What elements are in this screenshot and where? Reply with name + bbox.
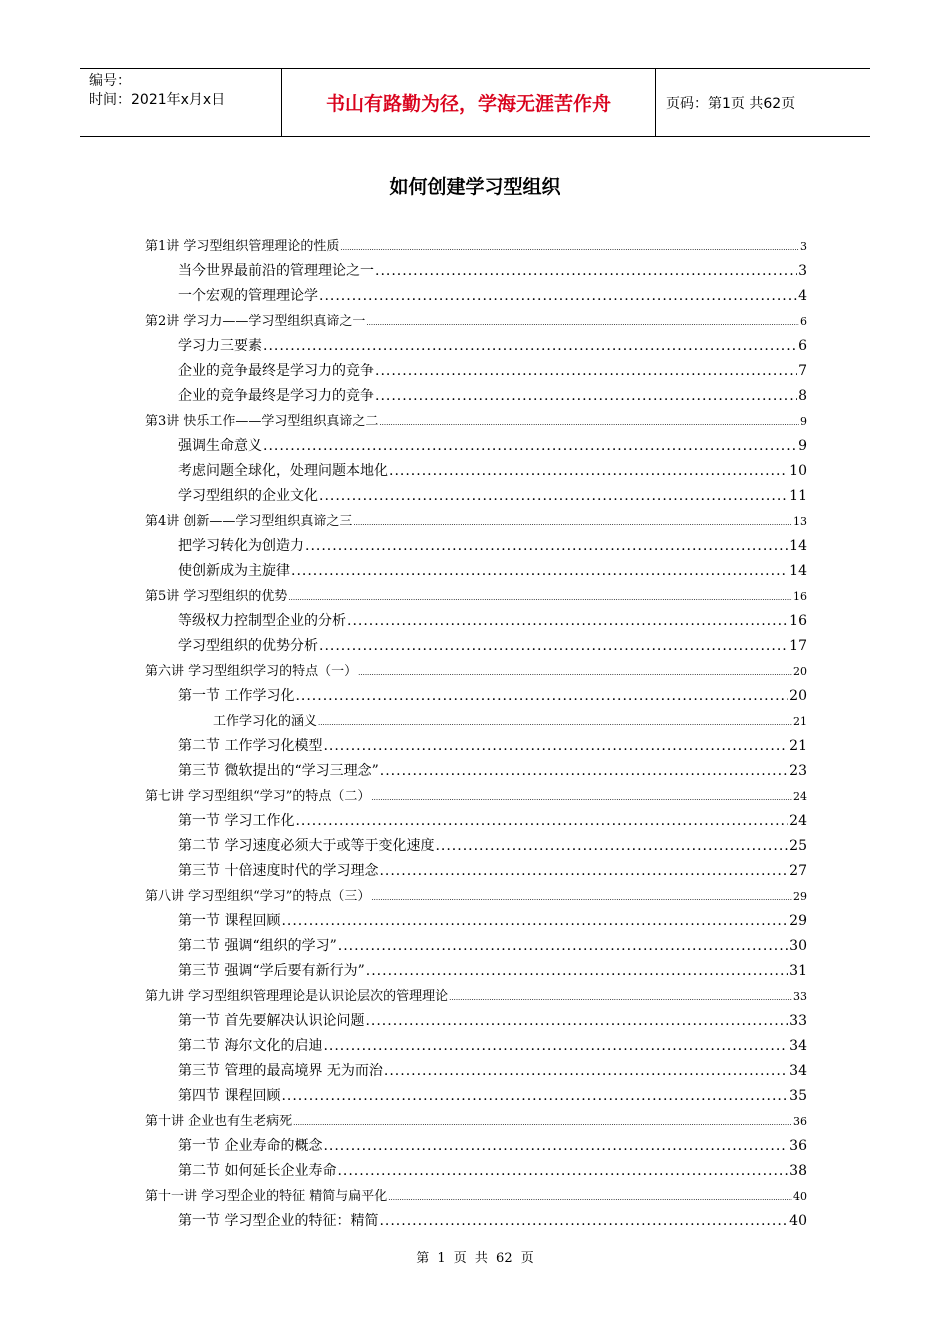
toc-dot-leader — [337, 1159, 788, 1184]
toc-entry-label: 企业的竞争最终是学习力的竞争 — [178, 363, 374, 379]
header-motto: 书山有路勤为径，学海无涯苦作舟 — [282, 69, 656, 136]
toc-entry-label: 学习型组织的优势分析 — [178, 638, 318, 654]
toc-entry-label: 第四节 课程回顾 — [178, 1088, 281, 1104]
toc-entry-page: 14 — [789, 563, 807, 579]
toc-dot-leader — [379, 859, 788, 884]
toc-entry-page: 21 — [793, 715, 807, 728]
toc-entry-page: 27 — [789, 863, 807, 879]
toc-entry-label: 一个宏观的管理理论学 — [178, 288, 318, 304]
toc-entry[interactable] — [145, 984, 807, 1009]
toc-entry[interactable] — [145, 1159, 807, 1184]
toc-dot-leader — [319, 634, 788, 659]
toc-dot-leader — [295, 809, 788, 834]
toc-dot-leader — [281, 909, 788, 934]
toc-entry-label: 第八讲 学习型组织“学习”的特点（三） — [145, 889, 371, 904]
toc-entry[interactable] — [145, 884, 807, 909]
toc-entry-label: 把学习转化为创造力 — [178, 538, 304, 554]
toc-dot-leader — [340, 236, 799, 261]
toc-entry-page: 20 — [789, 688, 807, 704]
toc-entry-label: 企业的竞争最终是学习力的竞争 — [178, 388, 374, 404]
toc-entry-page: 3 — [800, 240, 807, 253]
toc-dot-leader — [375, 384, 797, 409]
toc-dot-leader — [319, 284, 797, 309]
toc-entry[interactable] — [145, 534, 807, 559]
toc-dot-leader — [371, 886, 792, 911]
toc-entry-page: 25 — [789, 838, 807, 854]
toc-entry-page: 40 — [793, 1190, 807, 1203]
toc-entry-label: 学习力三要素 — [178, 338, 262, 354]
toc-entry[interactable] — [145, 634, 807, 659]
toc-entry[interactable] — [145, 759, 807, 784]
toc-entry[interactable] — [145, 559, 807, 584]
toc-entry-label: 第三节 强调“学后要有新行为” — [178, 963, 365, 979]
toc-entry-page: 6 — [798, 338, 807, 354]
toc-entry-label: 第一节 企业寿命的概念 — [178, 1138, 323, 1154]
toc-entry-label: 第二节 强调“组织的学习” — [178, 938, 337, 954]
toc-entry-page: 33 — [793, 990, 807, 1003]
document-date-label: 时间：2021年x月x日 — [89, 92, 226, 108]
toc-entry-page: 29 — [789, 913, 807, 929]
toc-entry-page: 11 — [789, 488, 807, 504]
toc-dot-leader — [305, 534, 788, 559]
toc-dot-leader — [388, 1186, 792, 1211]
toc-entry-page: 29 — [793, 890, 807, 903]
toc-dot-leader — [318, 711, 792, 736]
table-of-contents — [145, 234, 807, 1234]
toc-entry-page: 30 — [789, 938, 807, 954]
toc-entry-page: 4 — [798, 288, 807, 304]
toc-entry[interactable] — [145, 284, 807, 309]
toc-entry[interactable] — [145, 1209, 807, 1234]
toc-entry[interactable] — [145, 509, 807, 534]
toc-entry-page: 21 — [789, 738, 807, 754]
toc-entry[interactable] — [145, 484, 807, 509]
toc-entry-label: 第一节 首先要解决认识论问题 — [178, 1013, 365, 1029]
toc-entry-label: 第4讲 创新——学习型组织真谛之三 — [145, 514, 353, 529]
toc-entry[interactable] — [145, 1034, 807, 1059]
toc-entry-page: 10 — [789, 463, 807, 479]
toc-entry-page: 34 — [789, 1063, 807, 1079]
toc-entry[interactable] — [145, 734, 807, 759]
toc-dot-leader — [375, 359, 797, 384]
toc-entry-label: 第二节 学习速度必须大于或等于变化速度 — [178, 838, 435, 854]
toc-dot-leader — [384, 1059, 788, 1084]
toc-dot-leader — [379, 411, 799, 436]
toc-entry-label: 工作学习化的涵义 — [213, 714, 318, 729]
toc-entry[interactable] — [145, 234, 807, 259]
toc-entry-label: 第一节 学习工作化 — [178, 813, 295, 829]
toc-entry-label: 第六讲 学习型组织学习的特点（一） — [145, 664, 358, 679]
toc-entry-label: 第3讲 快乐工作——学习型组织真谛之二 — [145, 414, 379, 429]
toc-dot-leader — [353, 511, 792, 536]
toc-dot-leader — [281, 1084, 788, 1109]
toc-entry-page: 33 — [789, 1013, 807, 1029]
toc-entry[interactable] — [145, 259, 807, 284]
toc-dot-leader — [293, 1111, 792, 1136]
toc-dot-leader — [366, 959, 788, 984]
toc-entry-label: 第一节 工作学习化 — [178, 688, 295, 704]
toc-entry[interactable] — [145, 1059, 807, 1084]
toc-entry-label: 当今世界最前沿的管理理论之一 — [178, 263, 374, 279]
toc-entry[interactable] — [145, 784, 807, 809]
toc-entry-page: 17 — [789, 638, 807, 654]
toc-dot-leader — [323, 1134, 788, 1159]
toc-entry-page: 16 — [789, 613, 807, 629]
toc-entry-page: 7 — [798, 363, 807, 379]
toc-dot-leader — [338, 934, 788, 959]
toc-entry-page: 9 — [798, 438, 807, 454]
toc-dot-leader — [449, 986, 792, 1011]
toc-dot-leader — [366, 311, 799, 336]
toc-dot-leader — [380, 759, 788, 784]
toc-entry-page: 9 — [800, 415, 807, 428]
toc-entry[interactable] — [145, 709, 807, 734]
toc-dot-leader — [358, 661, 792, 686]
toc-dot-leader — [263, 334, 797, 359]
toc-entry-label: 第1讲 学习型组织管理理论的性质 — [145, 239, 340, 254]
toc-entry-page: 34 — [789, 1038, 807, 1054]
toc-dot-leader — [435, 834, 788, 859]
toc-entry-label: 第二节 如何延长企业寿命 — [178, 1163, 337, 1179]
header-page-info: 页码：第1页 共62页 — [666, 95, 796, 112]
toc-entry-page: 36 — [793, 1115, 807, 1128]
toc-dot-leader — [323, 1034, 788, 1059]
toc-entry-label: 使创新成为主旋律 — [178, 563, 290, 579]
toc-entry[interactable] — [145, 959, 807, 984]
toc-entry-page: 24 — [793, 790, 807, 803]
toc-entry[interactable] — [145, 459, 807, 484]
toc-entry-page: 16 — [793, 590, 807, 603]
document-title: 如何创建学习型组织 — [389, 176, 561, 198]
toc-entry[interactable] — [145, 1134, 807, 1159]
toc-entry-page: 40 — [789, 1213, 807, 1229]
toc-entry-label: 第九讲 学习型组织管理理论是认识论层次的管理理论 — [145, 989, 449, 1004]
page-footer: 第 1 页 共 62 页 — [416, 1251, 534, 1266]
toc-entry[interactable] — [145, 1009, 807, 1034]
toc-dot-leader — [323, 734, 788, 759]
toc-entry[interactable] — [145, 659, 807, 684]
toc-entry-page: 6 — [800, 315, 807, 328]
toc-entry[interactable] — [145, 359, 807, 384]
toc-dot-leader — [389, 459, 788, 484]
toc-dot-leader — [375, 259, 797, 284]
toc-entry[interactable] — [145, 409, 807, 434]
toc-entry-label: 第二节 工作学习化模型 — [178, 738, 323, 754]
header-meta — [80, 69, 282, 136]
toc-entry[interactable] — [145, 309, 807, 334]
toc-entry[interactable] — [145, 809, 807, 834]
toc-dot-leader — [263, 434, 797, 459]
toc-entry-label: 第三节 微软提出的“学习三理念” — [178, 763, 379, 779]
toc-dot-leader — [379, 1209, 788, 1234]
toc-entry-label: 第三节 管理的最高境界 无为而治 — [178, 1063, 383, 1079]
toc-entry-label: 第十一讲 学习型企业的特征 精简与扁平化 — [145, 1189, 388, 1204]
toc-entry[interactable] — [145, 434, 807, 459]
toc-entry[interactable] — [145, 1184, 807, 1209]
toc-entry-page: 14 — [789, 538, 807, 554]
toc-entry-label: 考虑问题全球化，处理问题本地化 — [178, 463, 388, 479]
toc-entry-label: 第七讲 学习型组织“学习”的特点（二） — [145, 789, 371, 804]
toc-entry-label: 第一节 学习型企业的特征：精简 — [178, 1213, 379, 1229]
toc-dot-leader — [371, 786, 792, 811]
toc-dot-leader — [288, 586, 792, 611]
toc-entry[interactable] — [145, 1109, 807, 1134]
toc-entry-page: 35 — [789, 1088, 807, 1104]
toc-entry[interactable] — [145, 609, 807, 634]
toc-entry-page: 36 — [789, 1138, 807, 1154]
toc-dot-leader — [295, 684, 788, 709]
toc-entry[interactable] — [145, 684, 807, 709]
toc-entry[interactable] — [145, 334, 807, 359]
toc-entry-label: 第十讲 企业也有生老病死 — [145, 1114, 293, 1129]
toc-entry-label: 第一节 课程回顾 — [178, 913, 281, 929]
page-header — [80, 68, 870, 137]
toc-entry-label: 等级权力控制型企业的分析 — [178, 613, 346, 629]
toc-entry-label: 第5讲 学习型组织的优势 — [145, 589, 288, 604]
toc-dot-leader — [347, 609, 788, 634]
toc-entry-label: 第2讲 学习力——学习型组织真谛之一 — [145, 314, 366, 329]
toc-entry[interactable] — [145, 384, 807, 409]
toc-entry[interactable] — [145, 934, 807, 959]
toc-entry-page: 23 — [789, 763, 807, 779]
toc-entry[interactable] — [145, 859, 807, 884]
toc-entry[interactable] — [145, 909, 807, 934]
toc-entry-label: 第三节 十倍速度时代的学习理念 — [178, 863, 379, 879]
toc-entry-label: 学习型组织的企业文化 — [178, 488, 318, 504]
toc-entry-page: 24 — [789, 813, 807, 829]
toc-entry[interactable] — [145, 1084, 807, 1109]
toc-entry-page: 8 — [798, 388, 807, 404]
toc-entry[interactable] — [145, 834, 807, 859]
toc-entry-page: 20 — [793, 665, 807, 678]
toc-entry-page: 38 — [789, 1163, 807, 1179]
toc-entry-label: 强调生命意义 — [178, 438, 262, 454]
toc-entry-page: 3 — [798, 263, 807, 279]
toc-entry-page: 13 — [793, 515, 807, 528]
document-number-label: 编号： — [89, 73, 131, 89]
toc-dot-leader — [319, 484, 788, 509]
toc-dot-leader — [291, 559, 788, 584]
toc-dot-leader — [365, 1009, 788, 1034]
toc-entry-label: 第二节 海尔文化的启迪 — [178, 1038, 323, 1054]
toc-entry[interactable] — [145, 584, 807, 609]
toc-entry-page: 31 — [789, 963, 807, 979]
